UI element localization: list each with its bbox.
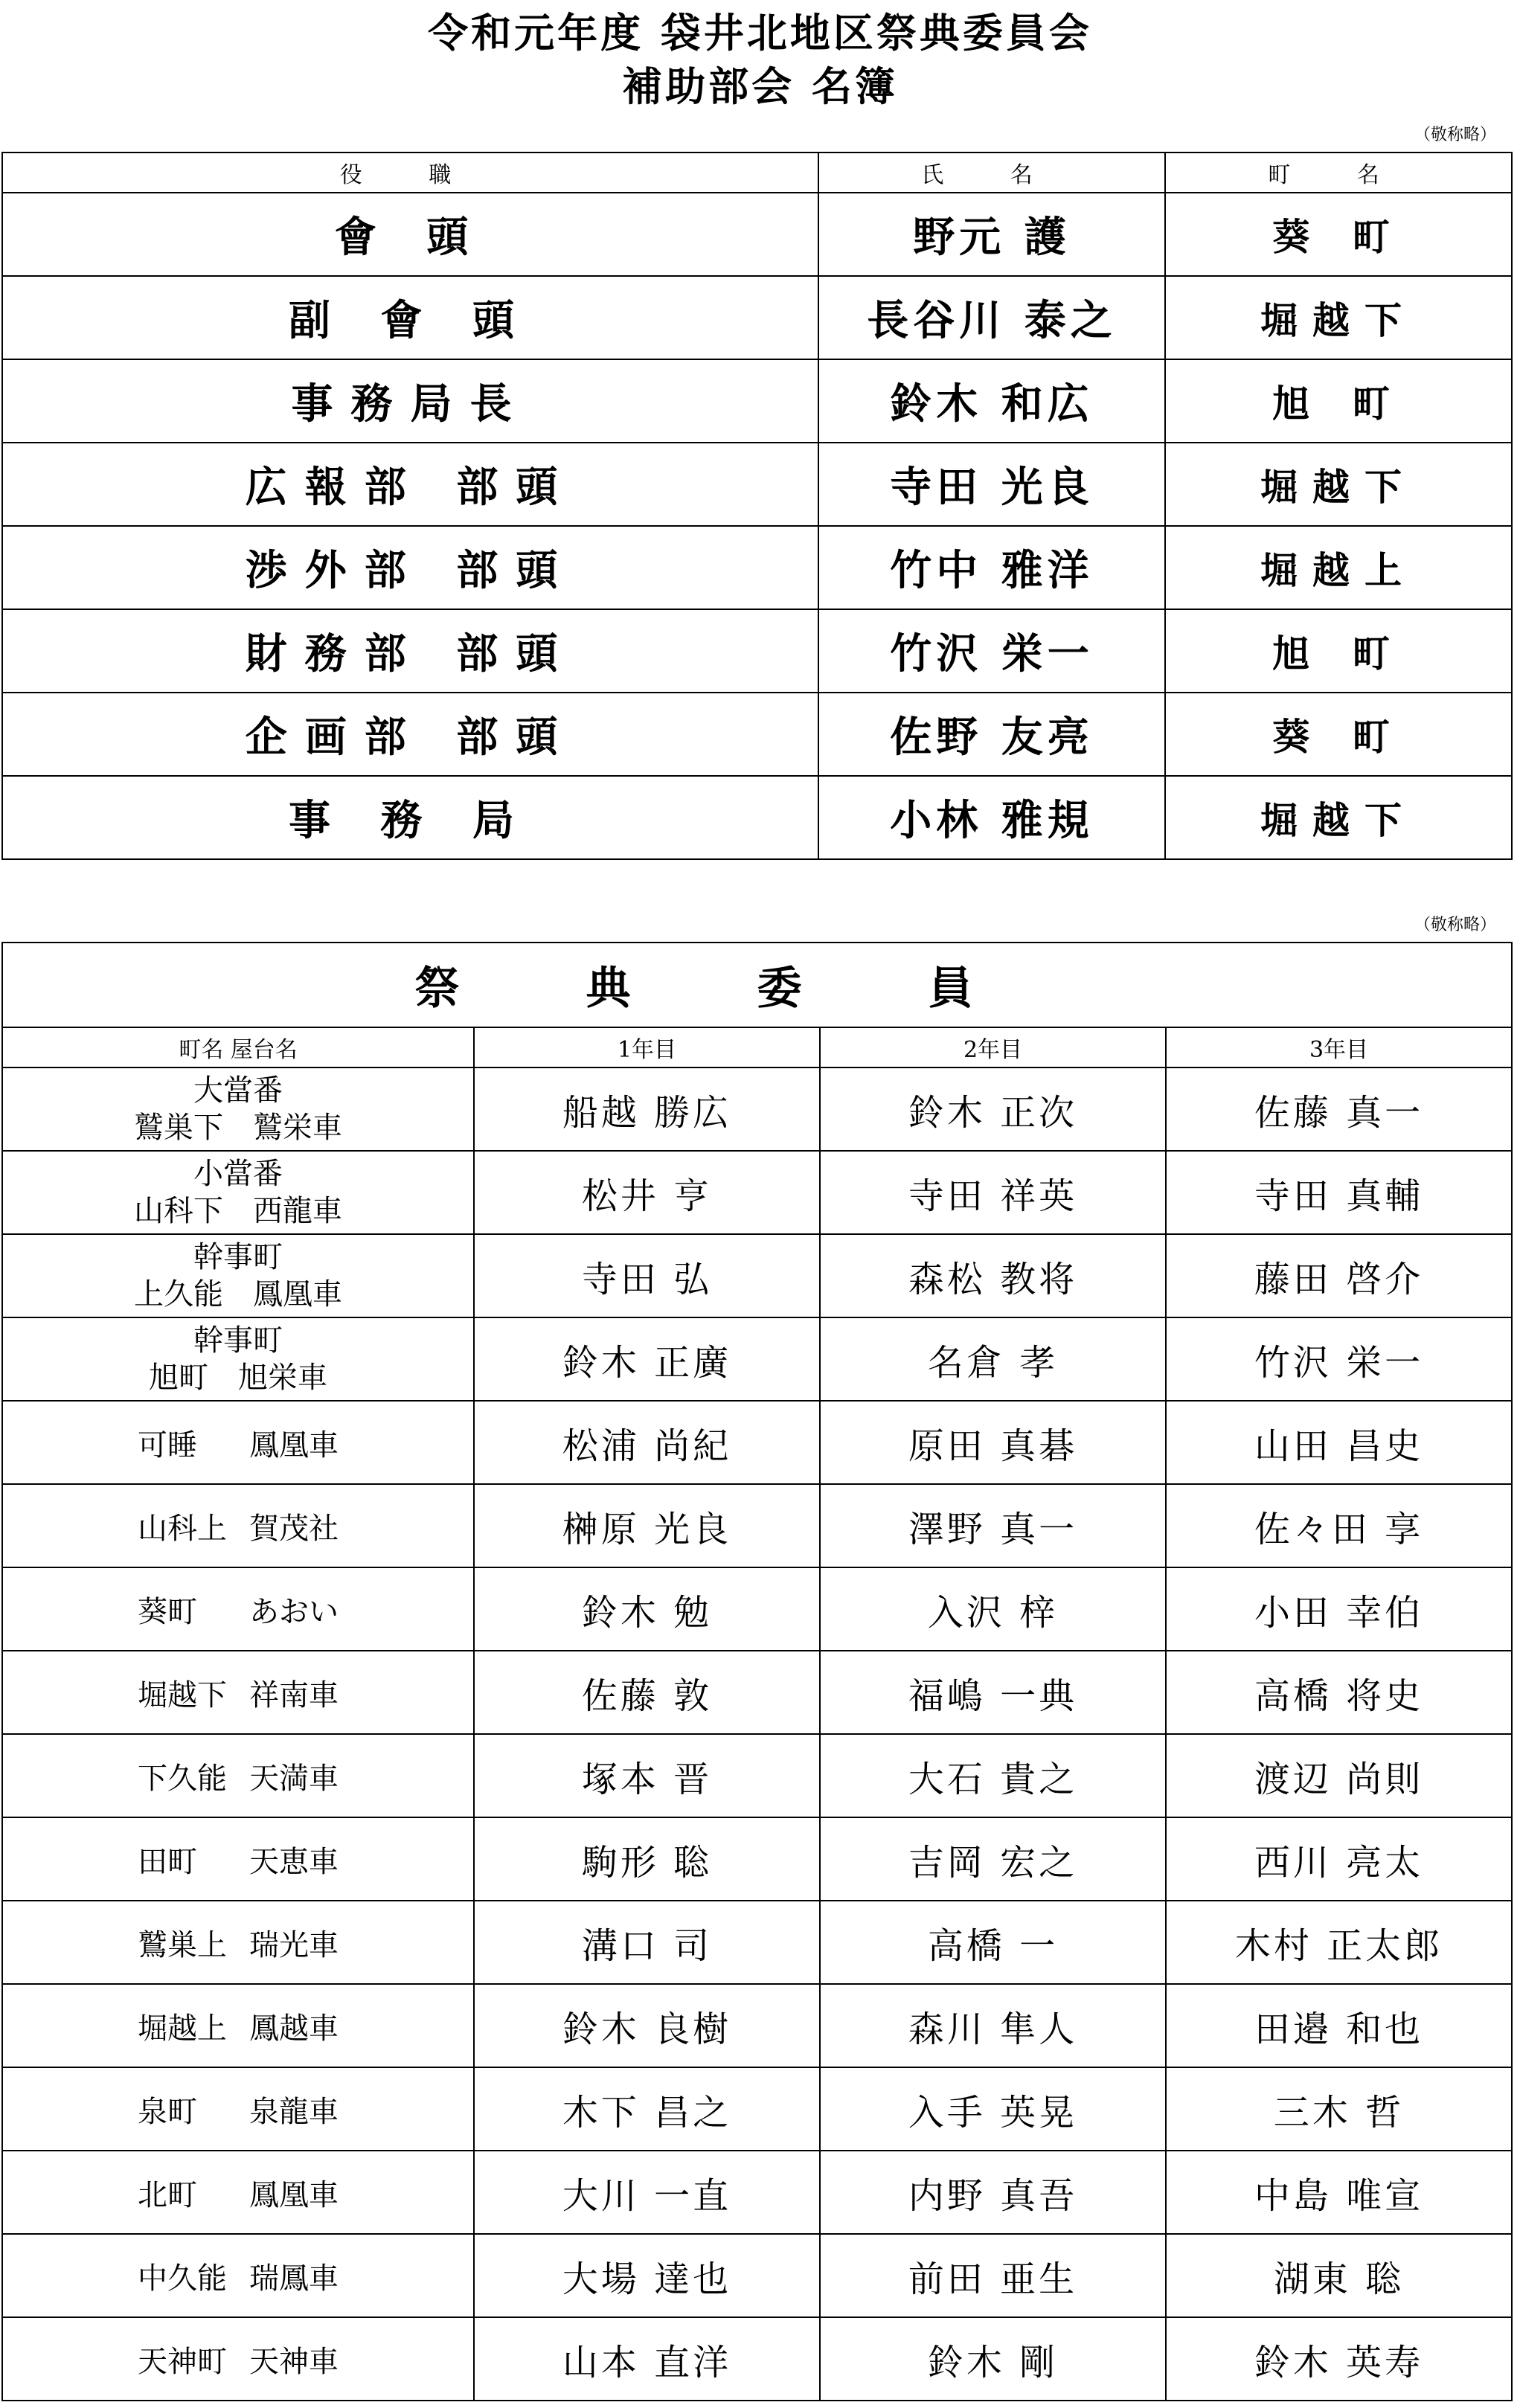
yatai-name: 天満車 xyxy=(249,1761,339,1796)
table-row xyxy=(2,693,1512,776)
town-yatai-line xyxy=(3,1192,473,1230)
table-row xyxy=(2,1151,1512,1234)
officer-name: 野元 護 xyxy=(818,193,1165,276)
table-row xyxy=(2,776,1512,859)
header-year3: 3年目 xyxy=(1166,1027,1512,1067)
yatai-name: 天恵車 xyxy=(249,1844,339,1879)
table-row xyxy=(2,1484,1512,1567)
committee-title-row xyxy=(2,943,1512,1027)
member-year2: 森川 隼人 xyxy=(820,1984,1166,2067)
officer-role: 會 頭 xyxy=(2,193,818,276)
member-year3: 湖東 聡 xyxy=(1166,2234,1512,2317)
town-name: 下久能 xyxy=(138,1761,227,1796)
member-year1: 山本 直洋 xyxy=(474,2317,820,2401)
table-row xyxy=(2,2067,1512,2151)
member-year2: 前田 亜生 xyxy=(820,2234,1166,2317)
officer-town: 堀越上 xyxy=(1165,526,1512,609)
header-town-yatai: 町名 屋台名 xyxy=(2,1027,474,1067)
officer-town: 堀越下 xyxy=(1165,443,1512,526)
officer-name: 寺田 光良 xyxy=(818,443,1165,526)
officer-role: 財務部 部頭 xyxy=(2,609,818,693)
member-year1: 船越 勝広 xyxy=(474,1067,820,1151)
member-year2: 福嶋 一典 xyxy=(820,1651,1166,1734)
yatai-name: 瑞光車 xyxy=(249,1927,339,1962)
town-name: 中久能 xyxy=(138,2261,227,2296)
table-row xyxy=(2,1817,1512,1901)
town-name: 上久能 xyxy=(134,1277,223,1311)
yatai-name: 祥南車 xyxy=(249,1677,339,1712)
member-year3: 田邉 和也 xyxy=(1166,1984,1512,2067)
officer-name: 小林 雅規 xyxy=(818,776,1165,859)
table-row xyxy=(2,2151,1512,2234)
table-row xyxy=(2,1734,1512,1817)
officer-name: 竹中 雅洋 xyxy=(818,526,1165,609)
committee-title: 祭典委員 xyxy=(2,943,1512,1027)
officer-town: 堀越下 xyxy=(1165,776,1512,859)
town-name: 山科下 xyxy=(134,1194,223,1228)
town-yatai-cell xyxy=(2,1067,474,1151)
member-year1: 大場 達也 xyxy=(474,2234,820,2317)
table-row xyxy=(2,2317,1512,2401)
document-title: 令和元年度 袋井北地区祭典委員会 xyxy=(428,9,1092,57)
yatai-name: 賀茂社 xyxy=(249,1511,339,1546)
town-yatai-cell xyxy=(2,1817,474,1901)
member-year1: 榊原 光良 xyxy=(474,1484,820,1567)
officer-town: 旭 町 xyxy=(1165,609,1512,693)
yatai-name: あおい xyxy=(249,1594,339,1629)
member-year1: 塚本 晋 xyxy=(474,1734,820,1817)
table-row xyxy=(2,443,1512,526)
header-town: 町 名 xyxy=(1165,152,1512,193)
member-year1: 駒形 聡 xyxy=(474,1817,820,1901)
officer-town: 堀越下 xyxy=(1165,276,1512,359)
member-year3: 竹沢 栄一 xyxy=(1166,1317,1512,1401)
member-year2: 入手 英晃 xyxy=(820,2067,1166,2151)
member-year3: 渡辺 尚則 xyxy=(1166,1734,1512,1817)
honorific-note-2: （敬称略） xyxy=(1414,916,1496,934)
town-yatai-cell xyxy=(2,1317,474,1401)
member-year1: 松井 亨 xyxy=(474,1151,820,1234)
table-row xyxy=(2,1401,1512,1484)
yatai-name: 西龍車 xyxy=(253,1194,342,1228)
member-year2: 大石 貴之 xyxy=(820,1734,1166,1817)
town-yatai-cell xyxy=(2,1734,474,1817)
member-year2: 高橋 一 xyxy=(820,1901,1166,1984)
member-year2: 森松 教将 xyxy=(820,1234,1166,1317)
town-name: 山科上 xyxy=(138,1511,227,1546)
member-year3: 木村 正太郎 xyxy=(1166,1901,1512,1984)
yatai-name: 鳳越車 xyxy=(249,2011,339,2046)
member-year2: 吉岡 宏之 xyxy=(820,1817,1166,1901)
member-year2: 寺田 祥英 xyxy=(820,1151,1166,1234)
town-yatai-cell xyxy=(2,2067,474,2151)
header-year2: 2年目 xyxy=(820,1027,1166,1067)
header-name: 氏 名 xyxy=(818,152,1165,193)
header-year1: 1年目 xyxy=(474,1027,820,1067)
table-row xyxy=(2,276,1512,359)
officer-name: 鈴木 和広 xyxy=(818,359,1165,443)
town-yatai-cell xyxy=(2,1401,474,1484)
town-role: 小當番 xyxy=(193,1157,283,1191)
member-year1: 大川 一直 xyxy=(474,2151,820,2234)
yatai-name: 鳳凰車 xyxy=(249,2177,339,2212)
town-yatai-cell xyxy=(2,1984,474,2067)
table-row xyxy=(2,609,1512,693)
officer-town: 旭 町 xyxy=(1165,359,1512,443)
yatai-name: 鳳凰車 xyxy=(249,1428,339,1463)
table-row xyxy=(2,1984,1512,2067)
town-name: 堀越下 xyxy=(138,1677,227,1712)
member-year3: 寺田 真輔 xyxy=(1166,1151,1512,1234)
member-year3: 三木 哲 xyxy=(1166,2067,1512,2151)
committee-table xyxy=(1,942,1513,2401)
town-name: 可睡 xyxy=(138,1428,197,1463)
table-row xyxy=(2,1901,1512,1984)
officer-role: 事 務 局 xyxy=(2,776,818,859)
town-yatai-cell xyxy=(2,1567,474,1651)
member-year1: 木下 昌之 xyxy=(474,2067,820,2151)
yatai-name: 瑞鳳車 xyxy=(249,2261,339,2296)
town-name: 天神町 xyxy=(138,2344,227,2379)
town-name: 鷲巣上 xyxy=(138,1927,227,1962)
town-name: 堀越上 xyxy=(138,2011,227,2046)
yatai-name: 鷲栄車 xyxy=(253,1111,342,1145)
town-yatai-cell xyxy=(2,1901,474,1984)
member-year3: 山田 昌史 xyxy=(1166,1401,1512,1484)
table-row xyxy=(2,1567,1512,1651)
yatai-name: 天神車 xyxy=(249,2344,339,2379)
committee-header-row xyxy=(2,1027,1512,1067)
table-row xyxy=(2,193,1512,276)
document-subtitle: 補助部会 名簿 xyxy=(622,62,898,110)
town-yatai-line xyxy=(3,1359,473,1396)
member-year3: 藤田 啓介 xyxy=(1166,1234,1512,1317)
officer-town: 葵 町 xyxy=(1165,693,1512,776)
member-year2: 澤野 真一 xyxy=(820,1484,1166,1567)
member-year1: 鈴木 良樹 xyxy=(474,1984,820,2067)
member-year2: 鈴木 正次 xyxy=(820,1067,1166,1151)
member-year3: 小田 幸伯 xyxy=(1166,1567,1512,1651)
town-yatai-line xyxy=(3,1276,473,1313)
member-year3: 西川 亮太 xyxy=(1166,1817,1512,1901)
town-name: 鷲巣下 xyxy=(134,1111,223,1145)
member-year3: 鈴木 英寿 xyxy=(1166,2317,1512,2401)
town-name: 泉町 xyxy=(138,2094,197,2129)
member-year1: 鈴木 正廣 xyxy=(474,1317,820,1401)
table-row xyxy=(2,1317,1512,1401)
officer-role: 渉外部 部頭 xyxy=(2,526,818,609)
honorific-note: （敬称略） xyxy=(1414,126,1496,144)
town-yatai-cell xyxy=(2,1484,474,1567)
town-name: 北町 xyxy=(138,2177,197,2212)
officer-town: 葵 町 xyxy=(1165,193,1512,276)
town-name: 旭町 xyxy=(149,1361,208,1395)
officer-role: 企画部 部頭 xyxy=(2,693,818,776)
yatai-name: 旭栄車 xyxy=(238,1361,327,1395)
member-year3: 佐々田 享 xyxy=(1166,1484,1512,1567)
table-row xyxy=(2,359,1512,443)
officers-header-row xyxy=(2,152,1512,193)
town-yatai-cell xyxy=(2,1651,474,1734)
member-year1: 寺田 弘 xyxy=(474,1234,820,1317)
member-year2: 鈴木 剛 xyxy=(820,2317,1166,2401)
member-year1: 佐藤 敦 xyxy=(474,1651,820,1734)
town-name: 田町 xyxy=(138,1844,197,1879)
officer-role: 副 會 頭 xyxy=(2,276,818,359)
table-row xyxy=(2,1234,1512,1317)
town-yatai-cell xyxy=(2,1234,474,1317)
officers-table xyxy=(1,152,1513,860)
member-year1: 松浦 尚紀 xyxy=(474,1401,820,1484)
member-year3: 中島 唯宣 xyxy=(1166,2151,1512,2234)
officer-name: 佐野 友亮 xyxy=(818,693,1165,776)
member-year1: 溝口 司 xyxy=(474,1901,820,1984)
member-year3: 佐藤 真一 xyxy=(1166,1067,1512,1151)
table-row xyxy=(2,1067,1512,1151)
officer-role: 広報部 部頭 xyxy=(2,443,818,526)
member-year3: 高橋 将史 xyxy=(1166,1651,1512,1734)
officer-name: 竹沢 栄一 xyxy=(818,609,1165,693)
town-role: 大當番 xyxy=(193,1073,283,1108)
member-year2: 内野 真吾 xyxy=(820,2151,1166,2234)
member-year2: 入沢 梓 xyxy=(820,1567,1166,1651)
town-yatai-line xyxy=(3,1109,473,1146)
officer-name: 長谷川 泰之 xyxy=(818,276,1165,359)
table-row xyxy=(2,1651,1512,1734)
yatai-name: 泉龍車 xyxy=(249,2094,339,2129)
town-yatai-cell xyxy=(2,2151,474,2234)
table-row xyxy=(2,526,1512,609)
header-role: 役 職 xyxy=(2,152,818,193)
town-role: 幹事町 xyxy=(193,1323,283,1358)
table-row xyxy=(2,2234,1512,2317)
town-yatai-cell xyxy=(2,2234,474,2317)
member-year2: 名倉 孝 xyxy=(820,1317,1166,1401)
member-year2: 原田 真碁 xyxy=(820,1401,1166,1484)
town-yatai-cell xyxy=(2,1151,474,1234)
member-year1: 鈴木 勉 xyxy=(474,1567,820,1651)
town-yatai-cell xyxy=(2,2317,474,2401)
yatai-name: 鳳凰車 xyxy=(253,1277,342,1311)
town-role: 幹事町 xyxy=(193,1240,283,1274)
officer-role: 事務局長 xyxy=(2,359,818,443)
town-name: 葵町 xyxy=(138,1594,197,1629)
